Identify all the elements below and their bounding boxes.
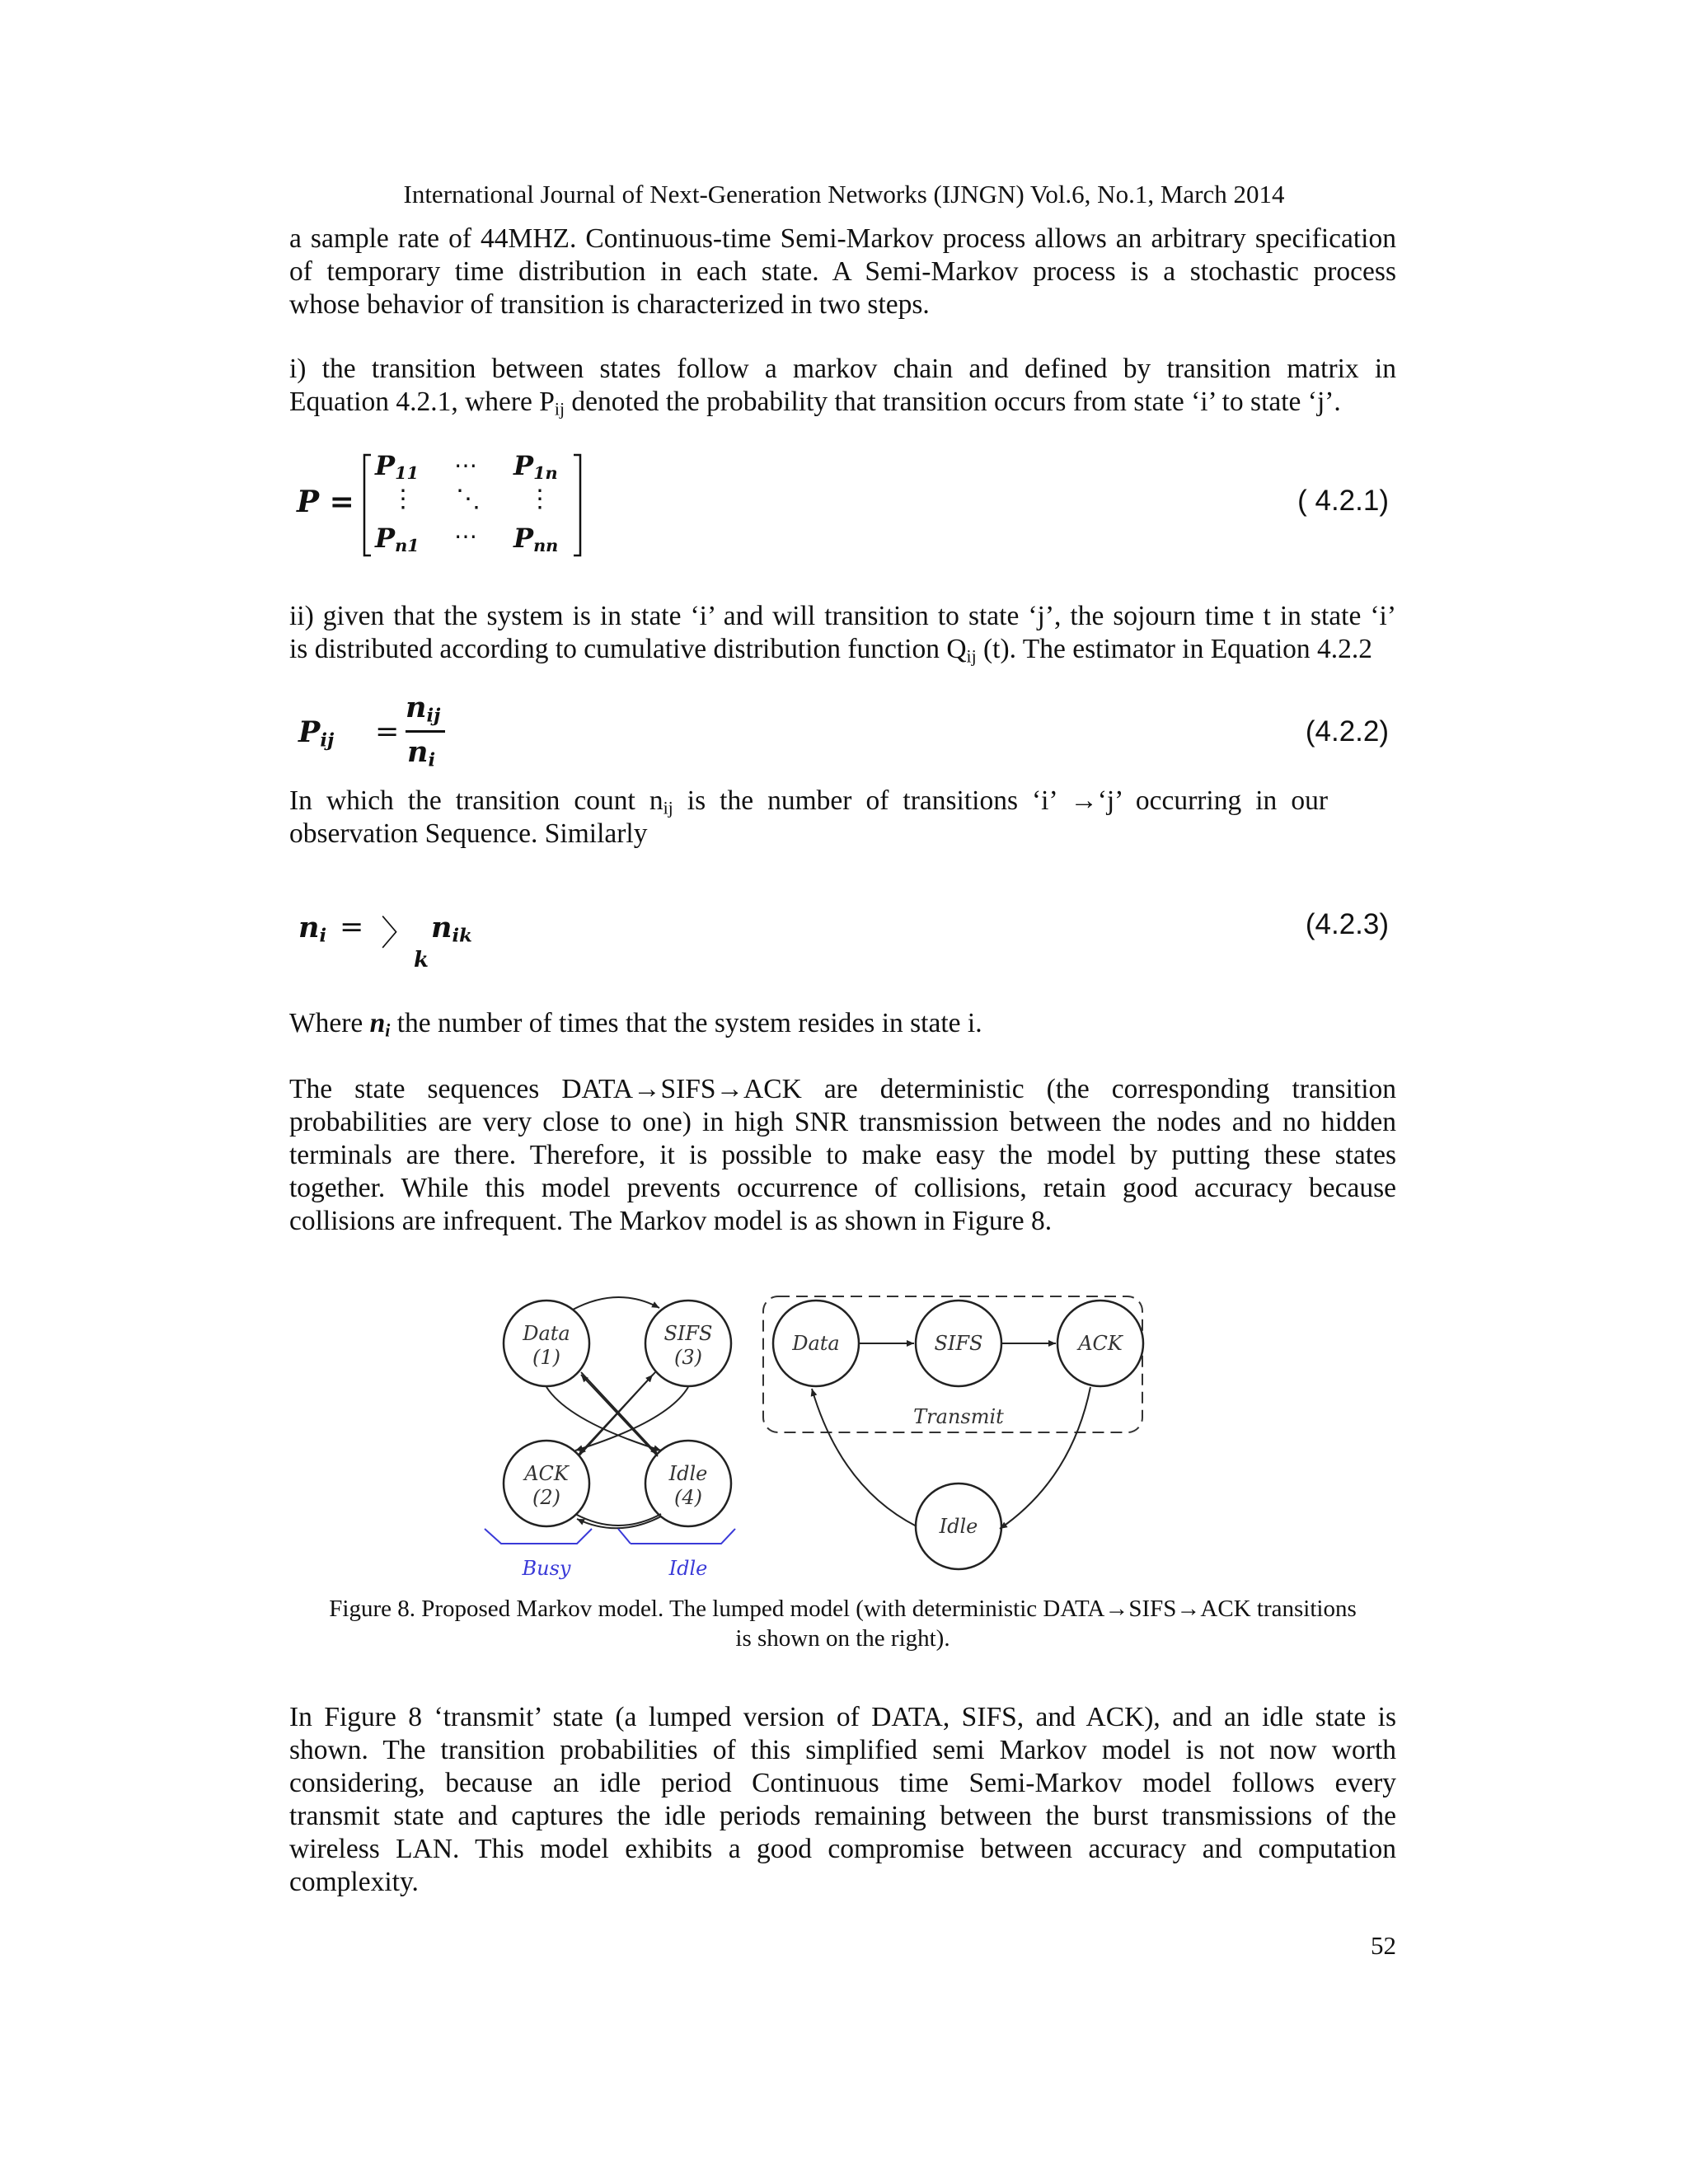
lumped-sifs-label: SIFS xyxy=(934,1332,983,1355)
right-lumped-diagram xyxy=(763,1296,1143,1569)
text-line: of temporary time distribution in each state. A Semi-Markov process is a stochastic process xyxy=(289,256,1396,287)
busy-group-label: Busy xyxy=(522,1557,571,1580)
matrix-pnn: $P_{nn}$ xyxy=(513,523,559,556)
state-idle-number: (4) xyxy=(674,1486,702,1509)
edge-cross-a xyxy=(581,1372,658,1455)
paragraph-transmit-state xyxy=(289,1701,1396,1899)
equation-number: ( 4.2.1) xyxy=(1297,485,1389,517)
markov-model-figure xyxy=(478,1282,1154,1586)
lumped-data-label: Data xyxy=(792,1332,840,1355)
text-line: a sample rate of 44MHZ. Continuous-time Semi-Markov process allows an arbitrary specification xyxy=(289,223,1396,254)
busy-brace xyxy=(485,1529,592,1544)
text-line: collisions are infrequent. The Markov model is as shown in Figure 8. xyxy=(289,1206,1053,1236)
lumped-idle-label: Idle xyxy=(939,1515,978,1538)
ddots-center: ⋱ xyxy=(456,485,481,513)
text-line: Equation 4.2.1, where $P_{ij}$ denoted the probability that transition occurs from state ‘i’ to state ‘j’. xyxy=(289,387,1341,419)
text-line: In which the transition count $n_{ij}$ is the number of transitions ‘i’ →‘j’ occurring in our xyxy=(289,785,1329,818)
eq2-lhs: $P_{ij}$ xyxy=(298,715,335,752)
state-sifs-number: (3) xyxy=(674,1346,702,1369)
eq3-lhs: $n_i$ xyxy=(298,911,327,947)
hdots-bottom: ⋯ xyxy=(454,524,477,550)
text-line: considering, because an idle period Continuous time Semi-Markov model follows every xyxy=(289,1768,1396,1798)
eq2-equals: = xyxy=(375,715,400,748)
text-line: The state sequences DATA→SIFS→ACK are deterministic (the corresponding transition xyxy=(289,1074,1396,1104)
text-line: Where $n_i$ the number of times that the system resides in state i. xyxy=(289,1008,982,1041)
fraction-bar xyxy=(406,730,445,733)
summation-icon: 〉 xyxy=(381,913,416,954)
eq2-numerator: $n_{ij}$ xyxy=(406,691,441,727)
eq3-equals: = xyxy=(340,911,364,944)
figure-caption xyxy=(289,1594,1396,1653)
text-line: is distributed according to cumulative distribution function $Q_{ij}$ (t). The estimator in Equation 4.2.2 xyxy=(289,634,1373,667)
vdots-left: ⋮ xyxy=(391,485,415,513)
text-line: whose behavior of transition is characterized in two steps. xyxy=(289,289,930,320)
state-data-label: Data xyxy=(523,1322,570,1345)
equation-number: (4.2.3) xyxy=(1305,908,1389,940)
paragraph-transition-count xyxy=(289,785,1328,851)
paragraph-state-sequences xyxy=(289,1073,1396,1238)
edge-idle-ack-arrow xyxy=(577,1516,661,1528)
sum-index: k xyxy=(414,948,429,972)
caption-line: Figure 8. Proposed Markov model. The lumped model (with deterministic DATA→SIFS→ACK transitions xyxy=(329,1596,1357,1622)
eq3-term: $n_{ik}$ xyxy=(431,911,472,947)
text-line: shown. The transition probabilities of this simplified semi Markov model is not now worth xyxy=(289,1735,1396,1765)
text-line: probabilities are very close to one) in high SNR transmission between the nodes and no hidden xyxy=(289,1107,1396,1137)
text-line: together. While this model prevents occurrence of collisions, retain good accuracy because xyxy=(289,1173,1396,1203)
paragraph-step-two xyxy=(289,600,1396,666)
text-line: ii) given that the system is in state ‘i’ and will transition to state ‘j’, the sojourn time t in state ‘i’ xyxy=(289,601,1396,631)
idle-brace xyxy=(618,1529,735,1544)
edge-data-sifs xyxy=(573,1297,659,1310)
matrix-p1n: $P_{1n}$ xyxy=(513,450,558,484)
paragraph-where xyxy=(289,1007,1396,1040)
left-markov-diagram xyxy=(485,1297,735,1580)
edge-ack-idle xyxy=(1000,1387,1090,1529)
matrix-p11: $P_{11}$ xyxy=(375,450,420,484)
text-line: i) the transition between states follow a markov chain and defined by transition matrix in xyxy=(289,354,1396,384)
paragraph-step-one xyxy=(289,353,1396,419)
eq2-denominator: $n_i$ xyxy=(407,735,436,771)
matrix-lhs: P = xyxy=(297,485,354,519)
text-line: In Figure 8 ‘transmit’ state (a lumped version of DATA, SIFS, and ACK), and an idle state is xyxy=(289,1702,1396,1732)
edge-idle-data-lumped xyxy=(812,1389,917,1526)
state-idle-label: Idle xyxy=(668,1462,708,1485)
state-ack-number: (2) xyxy=(532,1486,560,1509)
vdots-right: ⋮ xyxy=(528,485,552,513)
state-sifs-label: SIFS xyxy=(663,1322,713,1345)
idle-group-label: Idle xyxy=(668,1557,708,1580)
state-ack-label: ACK xyxy=(524,1462,569,1485)
equation-number: (4.2.2) xyxy=(1305,715,1389,748)
text-line: wireless LAN. This model exhibits a good compromise between accuracy and computation xyxy=(289,1834,1396,1864)
matrix-pn1: $P_{n1}$ xyxy=(375,523,420,556)
lumped-ack-label: ACK xyxy=(1078,1332,1123,1355)
hdots-top: ⋯ xyxy=(454,453,477,479)
running-header: International Journal of Next-Generation Networks (IJNGN) Vol.6, No.1, March 2014 xyxy=(403,180,1285,209)
text-line: terminals are there. Therefore, it is possible to make easy the model by putting these states xyxy=(289,1140,1396,1170)
transmit-label: Transmit xyxy=(913,1405,1004,1428)
state-data-number: (1) xyxy=(532,1346,560,1369)
text-line: transmit state and captures the idle periods remaining between the burst transmissions of the xyxy=(289,1801,1396,1831)
caption-line: is shown on the right). xyxy=(735,1625,950,1652)
page-number: 52 xyxy=(1371,1931,1396,1960)
paragraph-intro xyxy=(289,223,1396,321)
text-line: complexity. xyxy=(289,1867,419,1897)
text-line: observation Sequence. Similarly xyxy=(289,818,648,849)
